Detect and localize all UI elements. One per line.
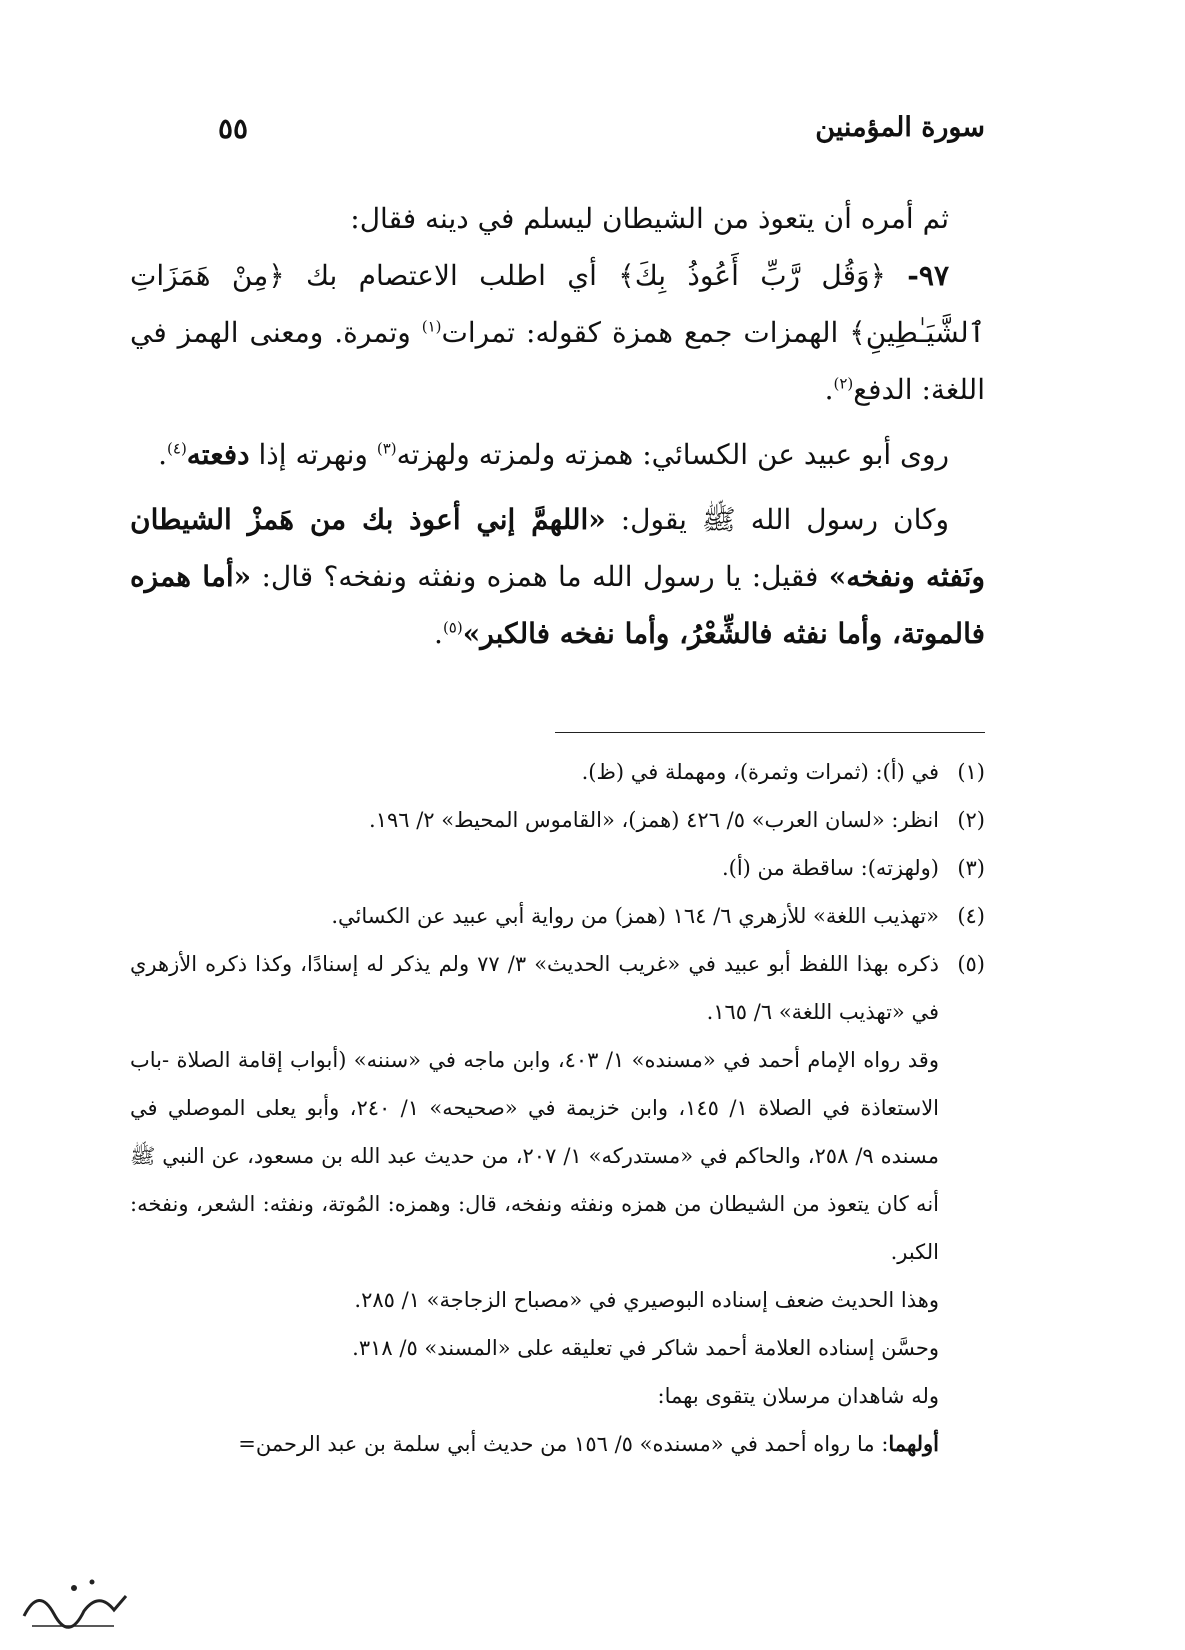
paragraph-verse-97: ٩٧- ﴿وَقُل رَّبِّ أَعُوذُ بِكَ﴾ أي اطلب الاعتصام بك ﴿مِنْ هَمَزَاتِ ٱلشَّيَـٰطِينِ﴾ الهمزات جمع همزة كقوله: تمرات$^{(١)}$ وتمرة. ومعنى الهمز في اللغة: الدفع$^{(٢)}$. — [130, 259, 986, 406]
text-segment: ونهرته إذا — [249, 438, 377, 471]
footnote-3 — [130, 844, 985, 892]
footnote-ref-2: (٢) — [833, 374, 854, 393]
publisher-logo — [14, 1566, 134, 1636]
footnote-number: (٢) — [957, 808, 985, 832]
footnote-text: انظر: «لسان العرب» ٥/ ٤٢٦ (همز)، «القاموس المحيط» ٢/ ١٩٦. — [369, 808, 939, 832]
footnote-ref-3: (٣) — [376, 439, 397, 458]
paragraph-kisai: روى أبو عبيد عن الكسائي: همزته ولمزته ولهزته$^{(٣)}$ ونهرته إذا دفعته$^{(٤)}$. — [158, 438, 949, 471]
hadith-quote-1: «اللهمَّ إني أعوذ بك من هَمزْ الشيطان ونَفثه ونفخه» — [130, 503, 985, 593]
footnote-text: «تهذيب اللغة» للأزهري ٦/ ١٦٤ (همز) من رواية أبي عبيد عن الكسائي. — [331, 904, 939, 928]
text-segment: روى أبو عبيد عن الكسائي: همزته ولمزته ولهزته — [396, 438, 949, 471]
bold-word: دفعته — [186, 438, 250, 471]
main-text — [130, 190, 985, 662]
text-segment: وتمرة. ومعنى الهمز في اللغة: الدفع — [130, 316, 985, 406]
paragraph-intro: ثم أمره أن يتعوذ من الشيطان ليسلم في دينه فقال: — [350, 202, 949, 235]
footnote-text: : ما رواه أحمد في «مسنده» ٥/ ١٥٦ من حديث أبي سلمة بن عبد الرحمن= — [238, 1432, 889, 1456]
quran-quote-2: ﴿مِنْ هَمَزَاتِ ٱلشَّيَـٰطِينِ﴾ — [130, 259, 986, 349]
footnote-number: (٣) — [957, 856, 985, 880]
bold-label: أولهما — [888, 1431, 939, 1456]
footnote-number: (٥) — [957, 952, 985, 976]
footnote-separator — [555, 732, 985, 733]
text-segment: الهمزات جمع همزة كقوله: تمرات — [441, 316, 850, 349]
footnote-ref-5: (٥) — [442, 618, 463, 637]
paragraph-hadith: وكان رسول الله ﷺ يقول: «اللهمَّ إني أعوذ بك من هَمزْ الشيطان ونَفثه ونفخه» فقيل: يا رسول الله ما همزه ونفثه ونفخه؟ قال: «أما همزه فالموتة، وأما نفثه فالشِّعْرُ، وأما نفخه فالكبر»$^{(٥)}$. — [130, 503, 985, 650]
footnotes — [130, 748, 985, 1468]
footnote-number: (٤) — [957, 904, 985, 928]
verse-number: ٩٧- — [907, 259, 949, 292]
page-header — [218, 112, 985, 156]
quran-quote-1: ﴿وَقُل رَّبِّ أَعُوذُ بِكَ﴾ — [618, 259, 886, 292]
page-number: ٥٥ — [218, 112, 249, 145]
text-segment: أي اطلب الاعتصام بك — [284, 259, 619, 292]
text-segment: فقيل: يا رسول الله ما همزه ونفثه ونفخه؟ قال: — [251, 560, 829, 593]
footnote-2 — [130, 796, 985, 844]
footnote-5-paragraph: وهذا الحديث ضعف إسناده البوصيري في «مصباح الزجاجة» ١/ ٢٨٥. — [354, 1288, 939, 1312]
footnote-5 — [130, 940, 985, 1036]
footnote-ref-1: (١) — [421, 317, 442, 336]
footnote-5-paragraph — [130, 1420, 985, 1468]
footnote-5-paragraph: وقد رواه الإمام أحمد في «مسنده» ١/ ٤٠٣، وابن ماجه في «سننه» (أبواب إقامة الصلاة -باب الاستعاذة في الصلاة ١/ ١٤٥، وابن خزيمة في «صحيحه» ١/ ٢٤٠، وأبو يعلى الموصلي في مسنده ٩/ ٢٥٨، والحاكم في «مستدركه» ١/ ٢٠٧، من حديث عبد الله بن مسعود، عن النبي ﷺ أنه كان يتعوذ من الشيطان من همزه ونفثه ونفخه، قال: وهمزه: المُوتة، ونفثه: الشعر، ونفخه: الكبر. — [130, 1048, 939, 1264]
footnote-1 — [130, 748, 985, 796]
footnote-text: ذكره بهذا اللفظ أبو عبيد في «غريب الحديث» ٣/ ٧٧ ولم يذكر له إسنادًا، وكذا ذكره الأزهري في «تهذيب اللغة» ٦/ ١٦٥. — [130, 952, 939, 1024]
footnote-5-paragraph: وحسَّن إسناده العلامة أحمد شاكر في تعليقه على «المسند» ٥/ ٣١٨. — [352, 1336, 939, 1360]
footnote-text: (ولهزته): ساقطة من (أ). — [721, 856, 939, 880]
footnote-number: (١) — [957, 760, 985, 784]
footnote-5-paragraph: وله شاهدان مرسلان يتقوى بهما: — [657, 1384, 939, 1408]
footnote-text: في (أ): (ثمرات وثمرة)، ومهملة في (ظ). — [581, 760, 939, 784]
text-segment: وكان رسول الله ﷺ يقول: — [605, 503, 949, 536]
footnote-4 — [130, 892, 985, 940]
footnote-ref-4: (٤) — [167, 439, 187, 458]
hadith-quote-2: «أما همزه فالموتة، وأما نفثه فالشِّعْرُ، وأما نفخه فالكبر» — [130, 560, 985, 650]
surah-title: سورة المؤمنين — [815, 112, 985, 143]
